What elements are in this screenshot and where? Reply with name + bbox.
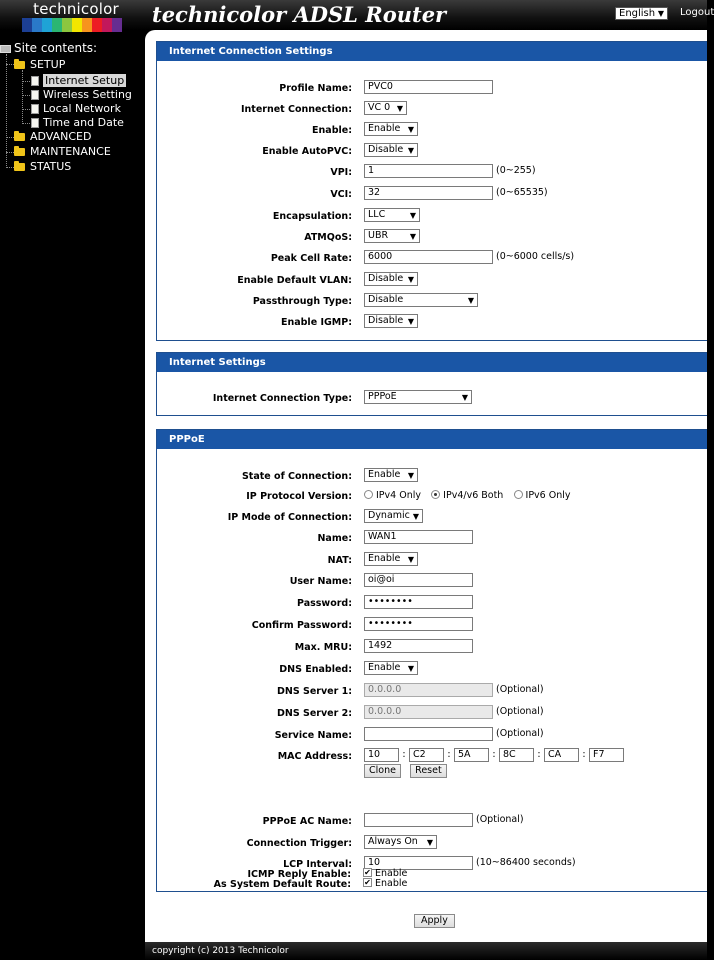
main-content-panel (145, 30, 707, 942)
mac-separator: : (447, 749, 451, 760)
checkbox-label: Enable (375, 868, 408, 879)
vci-row (157, 186, 708, 202)
footer: copyright (c) 2013 Technicolor (145, 942, 707, 960)
confirm-password-row (157, 617, 708, 633)
enable-autopvc-select[interactable] (364, 143, 418, 157)
select-value: Enable (368, 469, 401, 480)
passthrough-type-label: Passthrough Type: (252, 296, 352, 307)
profile-name-input[interactable]: PVC0 (364, 80, 493, 94)
mac-part-6-input[interactable]: F7 (589, 748, 624, 762)
select-value: UBR (368, 230, 389, 241)
profile-name-label: Profile Name: (279, 83, 352, 94)
pppoe-ac-name-label: PPPoE AC Name: (262, 816, 352, 827)
enable-default-vlan-label: Enable Default VLAN: (237, 275, 352, 286)
internet-settings-section (156, 352, 707, 416)
radio-label: IPv6 Only (525, 490, 571, 501)
internet-connection-row (157, 101, 708, 117)
atmqos-label: ATMQoS: (304, 232, 352, 243)
password-row (157, 595, 708, 611)
enable-label: Enable: (312, 125, 352, 136)
tree-line (22, 123, 30, 124)
sidebar-item-label: Local Network (43, 102, 121, 115)
user-name-label: User Name: (289, 576, 352, 587)
sidebar-item-label: Time and Date (43, 116, 124, 129)
optional-hint: (Optional) (496, 706, 544, 717)
dns-enabled-row (157, 661, 708, 677)
radio-label: IPv4 Only (376, 490, 421, 501)
language-value: English (619, 8, 656, 19)
select-value: PPPoE (368, 391, 397, 402)
vci-label: VCI: (330, 189, 352, 200)
tree-line (22, 109, 30, 110)
site-contents-root (0, 42, 97, 55)
sidebar-item-internet-setup[interactable] (31, 74, 126, 87)
atmqos-row (157, 229, 708, 245)
ip-protocol-version-label: IP Protocol Version: (246, 491, 352, 502)
ip-mode-select[interactable] (364, 509, 423, 523)
chevron-down-icon: ▼ (407, 275, 414, 284)
dns-enabled-select[interactable] (364, 661, 418, 675)
state-of-connection-row (157, 468, 708, 484)
folder-icon (14, 133, 25, 141)
select-value: Dynamic (368, 510, 410, 521)
passthrough-type-row (157, 293, 708, 309)
language-select[interactable] (615, 7, 668, 20)
mac-separator: : (582, 749, 586, 760)
passthrough-type-select[interactable] (364, 293, 478, 307)
default-route-checkbox[interactable]: ✔ (364, 877, 371, 887)
radio-ipv4-only[interactable] (364, 490, 373, 499)
pppoe-ac-name-row (157, 813, 708, 829)
max-mru-input[interactable]: 1492 (364, 639, 473, 653)
page-icon (31, 76, 39, 86)
sidebar-item-label: SETUP (30, 58, 66, 71)
user-name-input[interactable]: oi@oi (364, 573, 473, 587)
profile-name-row (157, 80, 708, 96)
dns-server-1-label: DNS Server 1: (277, 686, 352, 697)
sidebar-item-maintenance[interactable] (14, 145, 111, 158)
name-row (157, 530, 708, 546)
open-folder-icon (14, 61, 25, 69)
radio-ipv4-v6-both[interactable] (431, 490, 440, 499)
tree-line (6, 54, 7, 168)
select-value: LLC (368, 209, 386, 220)
tree-line (22, 70, 23, 124)
dns-server-2-input[interactable]: 0.0.0.0 (364, 705, 493, 719)
site-contents-label: Site contents: (14, 41, 98, 55)
user-name-row (157, 573, 708, 589)
dns-enabled-label: DNS Enabled: (279, 664, 352, 675)
app-title: technicolor ADSL Router (152, 2, 447, 27)
icmp-reply-row (156, 866, 707, 882)
lcp-interval-hint: (10~86400 seconds) (476, 857, 576, 868)
name-input[interactable]: WAN1 (364, 530, 473, 544)
page-icon (31, 90, 39, 100)
sidebar-item-label: ADVANCED (30, 130, 92, 143)
chevron-down-icon: ▼ (461, 393, 468, 402)
encapsulation-select[interactable] (364, 208, 420, 222)
logo-color-stripe (22, 18, 122, 32)
ip-mode-row (157, 509, 708, 525)
internet-connection-settings-section (156, 41, 707, 341)
service-name-row (157, 727, 708, 743)
chevron-down-icon: ▼ (396, 104, 403, 113)
folder-icon (14, 148, 25, 156)
enable-igmp-select[interactable] (364, 314, 418, 328)
confirm-password-input[interactable]: •••••••• (364, 617, 473, 631)
vpi-hint: (0~255) (496, 165, 536, 176)
mac-part-1-input[interactable]: 10 (364, 748, 399, 762)
max-mru-row (157, 639, 708, 655)
pppoe-section (156, 429, 707, 892)
service-name-label: Service Name: (274, 730, 352, 741)
radio-label: IPv4/v6 Both (443, 490, 504, 501)
internet-connection-select[interactable] (364, 101, 407, 115)
sidebar-item-label: STATUS (30, 160, 72, 173)
select-value: Disable (368, 144, 404, 155)
tree-line (6, 64, 14, 65)
sidebar-item-status[interactable] (14, 160, 71, 173)
tree-line (22, 95, 30, 96)
optional-hint: (Optional) (496, 684, 544, 695)
tree-line (22, 81, 30, 82)
folder-icon (14, 163, 25, 171)
enable-autopvc-row (157, 143, 708, 159)
tree-line (6, 167, 14, 168)
lcp-interval-label: LCP Interval: (283, 859, 352, 870)
nat-select[interactable] (364, 552, 418, 566)
password-label: Password: (296, 598, 352, 609)
reset-button[interactable]: Reset (410, 764, 447, 778)
chevron-down-icon: ▼ (407, 555, 414, 564)
peak-cell-rate-hint: (0~6000 cells/s) (496, 251, 575, 262)
chevron-down-icon: ▼ (407, 146, 414, 155)
select-value: VC 0 (368, 102, 391, 113)
computer-icon (0, 45, 11, 53)
peak-cell-rate-label: Peak Cell Rate: (270, 253, 352, 264)
mac-part-3-input[interactable]: 5A (454, 748, 489, 762)
lcp-interval-input[interactable]: 10 (364, 856, 473, 870)
dns-server-2-label: DNS Server 2: (277, 708, 352, 719)
sidebar-item-wireless-setting[interactable] (31, 88, 132, 101)
vpi-label: VPI: (330, 167, 352, 178)
service-name-input[interactable] (364, 727, 493, 741)
enable-select[interactable] (364, 122, 418, 136)
peak-cell-rate-input[interactable]: 6000 (364, 250, 493, 264)
sidebar-item-label: Internet Setup (45, 74, 125, 87)
apply-button[interactable]: Apply (414, 914, 455, 928)
clone-button[interactable]: Clone (364, 764, 401, 778)
internet-connection-type-label: Internet Connection Type: (212, 393, 352, 404)
select-value: Always On (368, 836, 418, 847)
chevron-down-icon: ▼ (409, 211, 416, 220)
select-value: Disable (368, 315, 404, 326)
max-mru-label: Max. MRU: (294, 642, 352, 653)
chevron-down-icon: ▼ (407, 125, 414, 134)
chevron-down-icon: ▼ (407, 471, 414, 480)
nat-row (157, 552, 708, 568)
section-header: PPPoE (157, 430, 707, 449)
vci-input[interactable]: 32 (364, 186, 493, 200)
select-value: Disable (368, 273, 404, 284)
mac-part-5-input[interactable]: CA (544, 748, 579, 762)
chevron-down-icon: ▼ (467, 296, 474, 305)
enable-row (157, 122, 708, 138)
select-value: Enable (368, 123, 401, 134)
state-of-connection-select[interactable] (364, 468, 418, 482)
enable-default-vlan-select[interactable] (364, 272, 418, 286)
nat-label: NAT: (327, 555, 352, 566)
dns-server-1-row (157, 683, 708, 699)
enable-igmp-row (157, 314, 708, 330)
chevron-down-icon: ▼ (407, 664, 414, 673)
enable-default-vlan-row (157, 272, 708, 288)
sidebar-item-label: MAINTENANCE (30, 145, 111, 158)
default-route-label: As System Default Route: (213, 879, 351, 890)
connection-trigger-label: Connection Trigger: (246, 838, 352, 849)
sidebar-item-time-and-date[interactable] (31, 116, 124, 129)
enable-autopvc-label: Enable AutoPVC: (262, 146, 352, 157)
vci-hint: (0~65535) (496, 187, 548, 198)
select-value: Enable (368, 662, 401, 673)
icmp-reply-checkbox[interactable]: ✔ (364, 867, 371, 877)
internet-connection-type-row (157, 390, 708, 406)
connection-trigger-select[interactable] (364, 835, 437, 849)
dns-server-1-input[interactable]: 0.0.0.0 (364, 683, 493, 697)
dns-server-2-row (157, 705, 708, 721)
mac-address-row (157, 748, 708, 782)
state-of-connection-label: State of Connection: (241, 471, 352, 482)
page-icon (31, 104, 39, 114)
ip-mode-label: IP Mode of Connection: (227, 512, 352, 523)
enable-igmp-label: Enable IGMP: (280, 317, 352, 328)
chevron-down-icon: ▼ (657, 9, 664, 18)
section-header: Internet Settings (157, 353, 707, 372)
radio-ipv6-only[interactable] (514, 490, 523, 499)
mac-separator: : (537, 749, 541, 760)
optional-hint: (Optional) (476, 814, 524, 825)
mac-part-2-input[interactable]: C2 (409, 748, 444, 762)
ip-protocol-version-row (157, 488, 708, 504)
encapsulation-row (157, 208, 708, 224)
vpi-row (157, 164, 708, 180)
mac-part-4-input[interactable]: 8C (499, 748, 534, 762)
top-bar (0, 0, 714, 30)
confirm-password-label: Confirm Password: (251, 620, 352, 631)
peak-cell-rate-row (157, 250, 708, 266)
tree-line (6, 152, 14, 153)
password-input[interactable]: •••••••• (364, 595, 473, 609)
mac-separator: : (402, 749, 406, 760)
encapsulation-label: Encapsulation: (272, 211, 352, 222)
technicolor-logo: technicolor (33, 0, 119, 18)
page-icon (31, 118, 39, 128)
icmp-reply-label: ICMP Reply Enable: (247, 869, 351, 880)
tree-line (6, 137, 14, 138)
vpi-input[interactable]: 1 (364, 164, 493, 178)
name-label: Name: (317, 533, 352, 544)
apply-area (414, 914, 455, 928)
chevron-down-icon: ▼ (426, 838, 433, 847)
pppoe-ac-name-input[interactable] (364, 813, 473, 827)
internet-connection-type-select[interactable] (364, 390, 472, 404)
select-value: Enable (368, 553, 401, 564)
chevron-down-icon: ▼ (409, 232, 416, 241)
sidebar-item-label: Wireless Setting (43, 88, 132, 101)
sidebar-item-local-network[interactable] (31, 102, 121, 115)
logout-link[interactable]: Logout (680, 7, 714, 18)
checkbox-label: Enable (375, 878, 408, 889)
connection-trigger-row (157, 835, 708, 851)
atmqos-select[interactable] (364, 229, 420, 243)
mac-address-label: MAC Address: (277, 751, 352, 762)
section-header: Internet Connection Settings (157, 42, 707, 61)
mac-separator: : (492, 749, 496, 760)
optional-hint: (Optional) (496, 728, 544, 739)
sidebar-item-advanced[interactable] (14, 130, 91, 143)
chevron-down-icon: ▼ (412, 512, 419, 521)
internet-connection-label: Internet Connection: (240, 104, 352, 115)
chevron-down-icon: ▼ (407, 317, 414, 326)
select-value: Disable (368, 294, 404, 305)
